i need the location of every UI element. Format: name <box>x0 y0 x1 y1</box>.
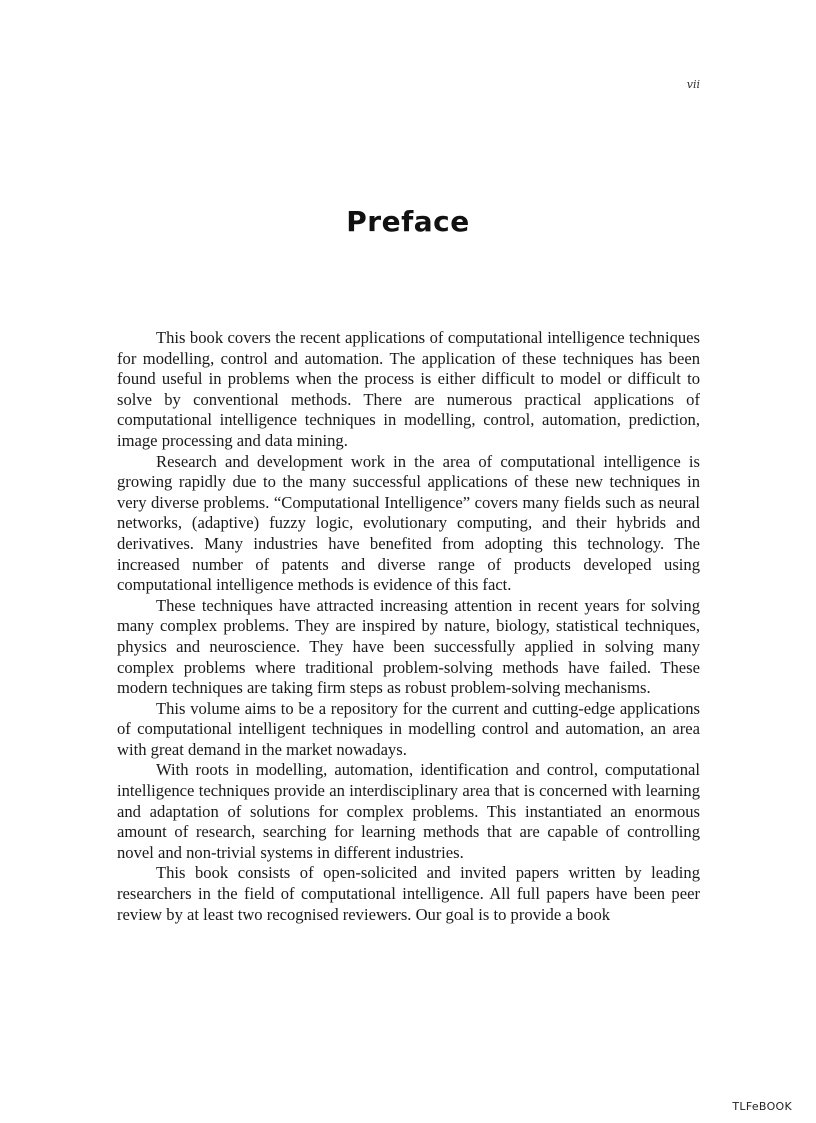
paragraph: With roots in modelling, automation, identification and control, computational intelligence techniques provide an interdisciplinary area that is concerned with learning and adaptation of solutions for complex problems. This instantiated an enormous amount of research, searching for learning methods that are capable of controlling novel and non-trivial systems in different industries. <box>117 760 700 862</box>
paragraph: Research and development work in the area of computational intelligence is growing rapidly due to the many successful applications of these new techniques in very diverse problems. “Computational Intelligence” covers many fields such as neural networks, (adaptive) fuzzy logic, evolutionary computing, and their hybrids and derivatives. Many industries have benefited from adopting this technology. The increased number of patents and diverse range of products developed using computational intelligence methods is evidence of this fact. <box>117 451 700 595</box>
paragraph: This volume aims to be a repository for the current and cutting-edge applications of computational intelligent techniques in modelling control and automation, an area with great demand in the market nowadays. <box>117 698 700 759</box>
paragraph: This book covers the recent applications of computational intelligence techniques for modelling, control and automation. The application of these techniques has been found useful in problems when the process is either difficult to model or difficult to solve by conventional methods. There are numerous practical applications of computational intelligence techniques in modelling, control, automation, prediction, image processing and data mining. <box>117 328 700 450</box>
watermark: TLFeBOOK <box>732 1100 792 1113</box>
body-text <box>117 328 700 925</box>
paragraph: These techniques have attracted increasing attention in recent years for solving many complex problems. They are inspired by nature, biology, statistical techniques, physics and neuroscience. They have been successfully applied in solving many complex problems where traditional problem-solving methods have failed. These modern techniques are taking firm steps as robust problem-solving mechanisms. <box>117 595 700 698</box>
paragraph: This book consists of open-solicited and invited papers written by leading researchers in the field of computational intelligence. All full papers have been peer review by at least two recognised reviewers. Our goal is to provide a book <box>117 863 700 924</box>
page-number: vii <box>686 78 700 91</box>
chapter-title: Preface <box>346 205 470 238</box>
